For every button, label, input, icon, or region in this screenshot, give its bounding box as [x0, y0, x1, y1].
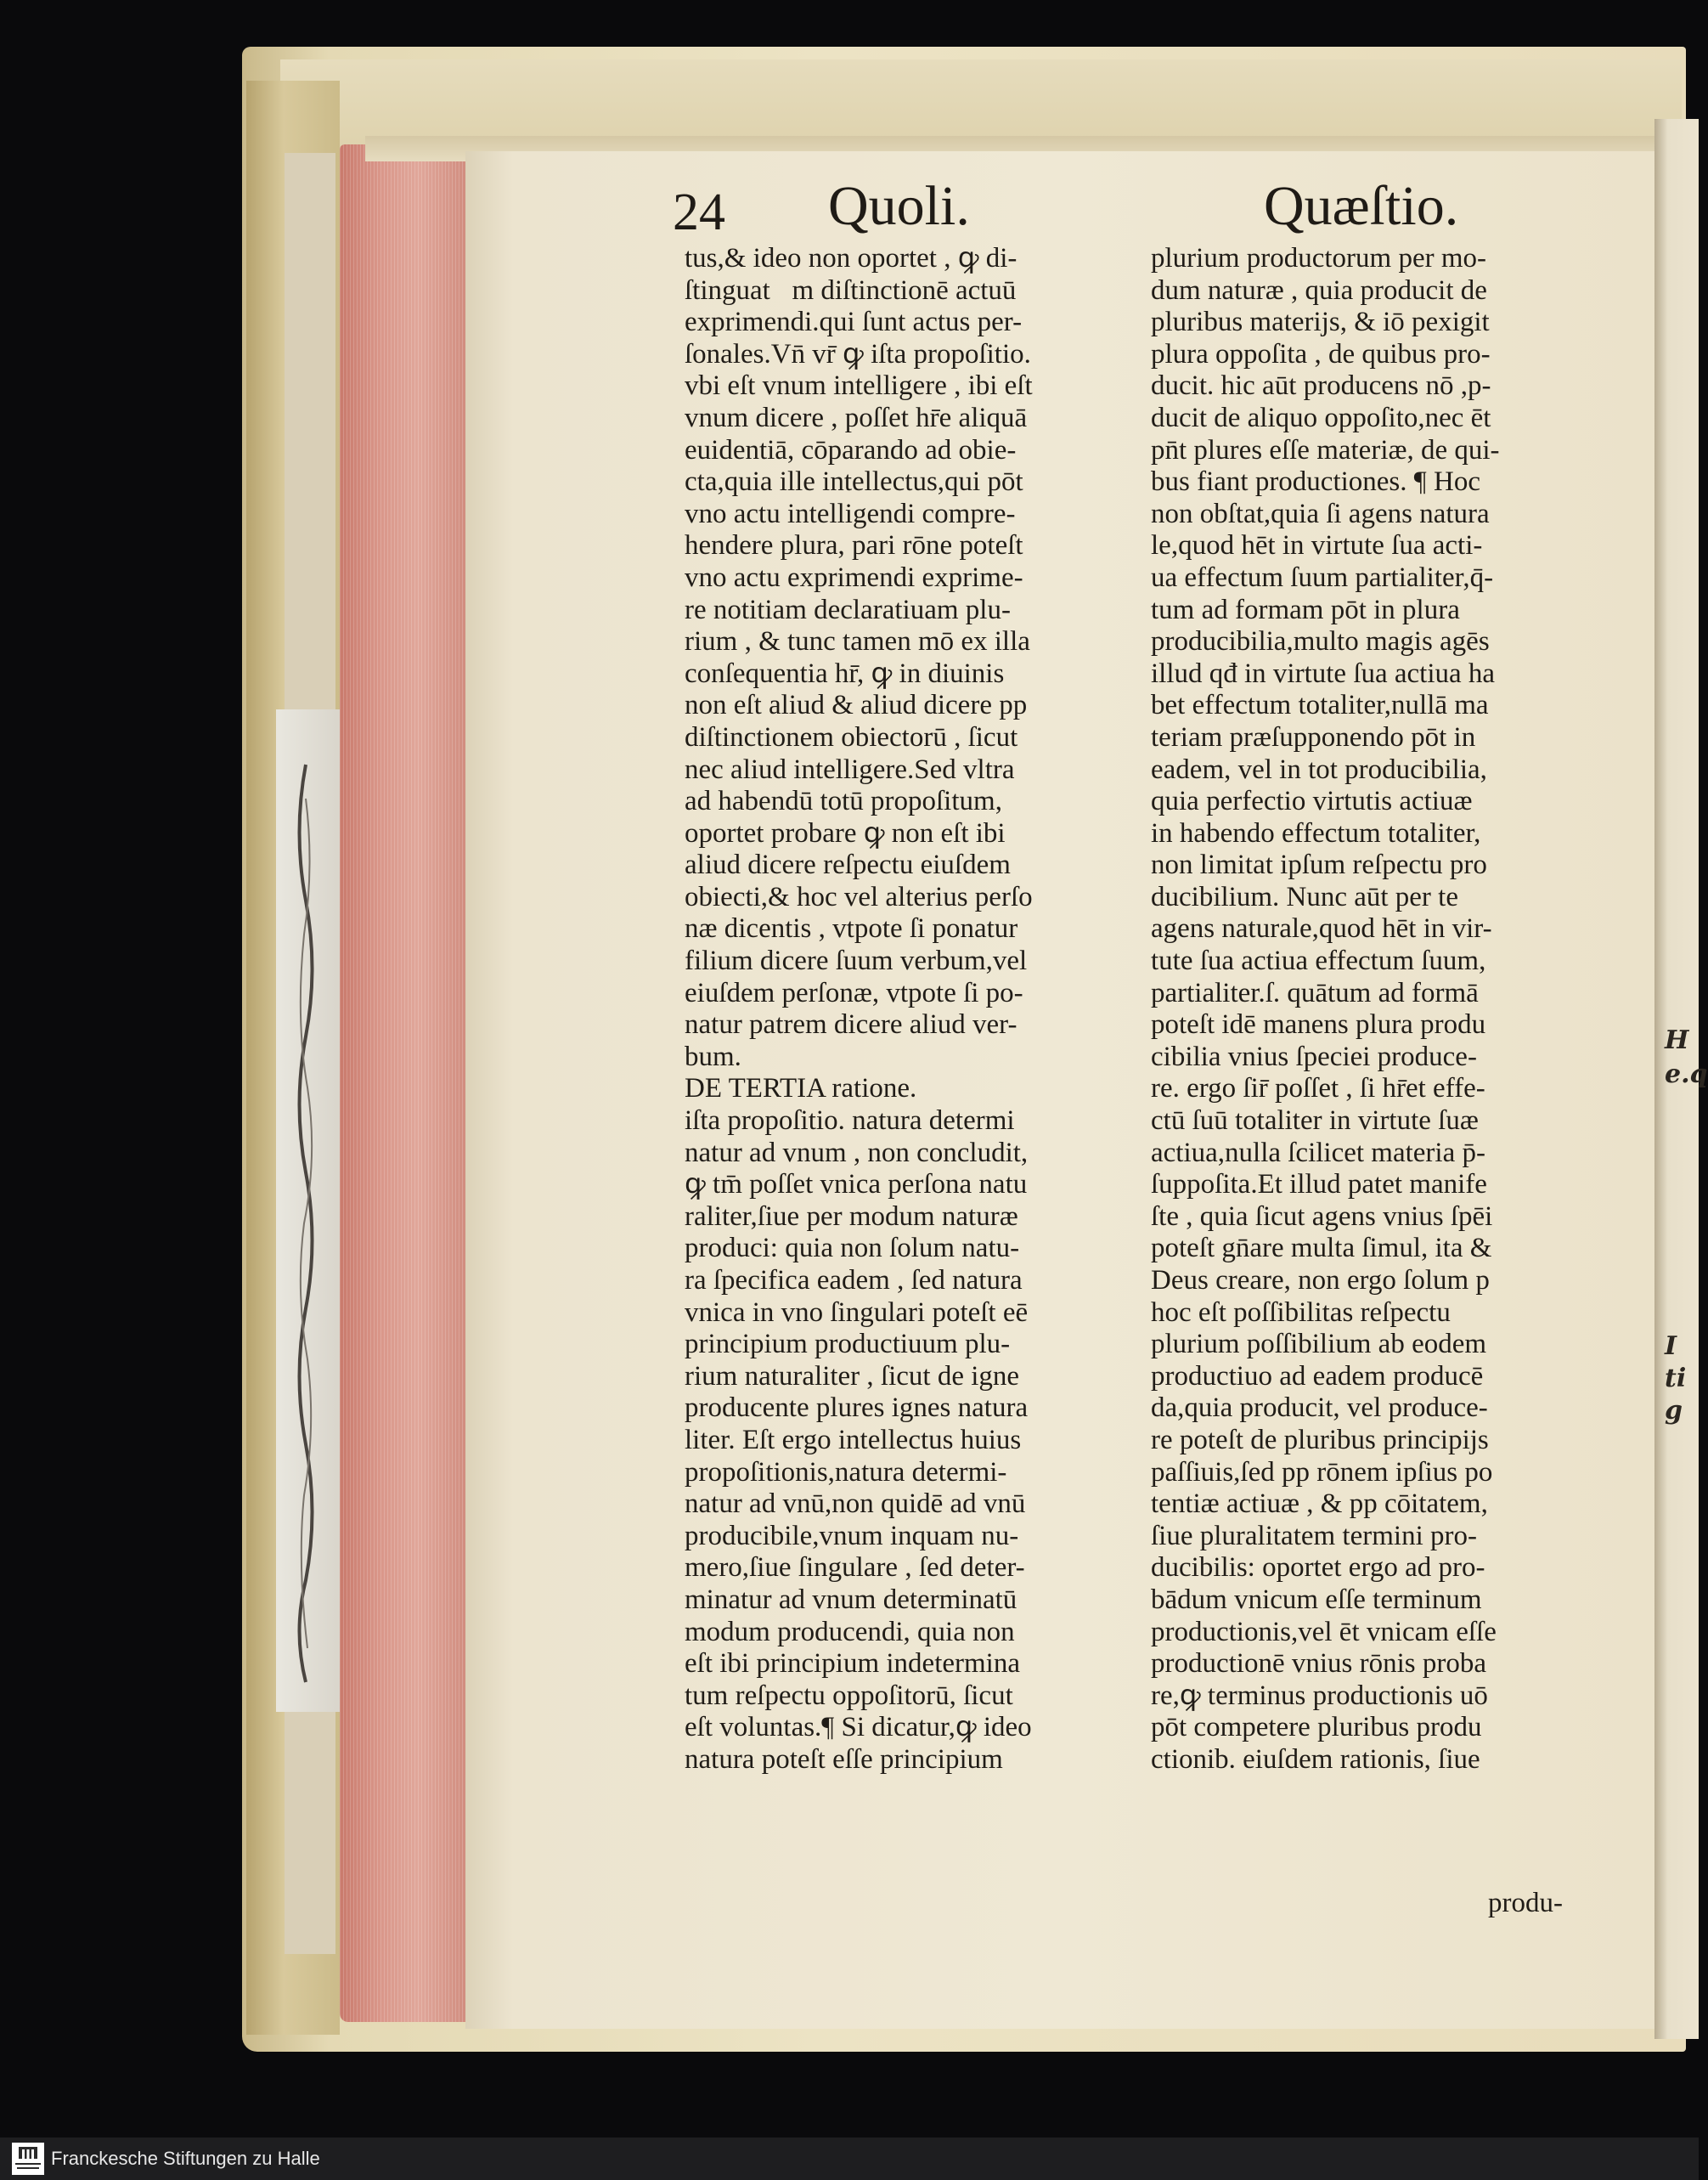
- text-line: vnica in vno ſingulari poteſt eē: [685, 1296, 1029, 1328]
- text-line: da,quia producit, vel produce-: [1151, 1392, 1488, 1424]
- decorative-ornament-icon: [289, 765, 323, 1682]
- text-line: eadem, vel in tot producibilia,: [1151, 754, 1487, 785]
- text-line: ſonales.Vn̄ vr̄ ꝙ iſta propoſitio.: [685, 338, 1031, 370]
- text-line: non eſt aliud & aliud dicere pp: [685, 690, 1028, 721]
- text-line: le,quod hēt in virtute ſua acti-: [1151, 530, 1483, 562]
- text-line: ua effectum ſuum partialiter,q̄-: [1151, 562, 1494, 593]
- text-line: in habendo effectum totaliter,: [1151, 817, 1481, 849]
- text-line: DE TERTIA ratione.: [685, 1073, 917, 1104]
- text-line: pn̄t plures eſſe materiæ, de qui-: [1151, 434, 1500, 466]
- text-line: ſtinguatᷣm diſtinctionē actuū: [685, 274, 1017, 306]
- running-head-right: Quæſtio.: [1264, 175, 1459, 237]
- text-line: ducibilium. Nunc aūt per te: [1151, 881, 1458, 912]
- text-line: non limitat ipſum reſpectu pro: [1151, 850, 1487, 881]
- text-line: teriam præſupponendo pōt in: [1151, 721, 1476, 753]
- text-line: natura poteſt eſſe principium: [685, 1743, 1003, 1775]
- text-line: ad habendū totū propoſitum,: [685, 786, 1002, 817]
- text-line: natur patrem dicere aliud ver-: [685, 1009, 1017, 1041]
- text-line: conſequentia hr̄, ꝙ in diuinis: [685, 658, 1005, 689]
- text-line: ducit de aliquo oppoſito,nec ēt: [1151, 402, 1491, 433]
- text-line: exprimendi.qui ſunt actus per-: [685, 307, 1023, 338]
- text-line: ctū ſuū totaliter in virtute ſuæ: [1151, 1105, 1479, 1137]
- text-line: diſtinctionem obiectorū , ſicut: [685, 721, 1018, 753]
- page-number: 24: [673, 184, 725, 241]
- text-line: euidentiā, cōparando ad obie-: [685, 434, 1017, 466]
- text-line: tus,& ideo non oportet , ꝙ di-: [685, 243, 1017, 274]
- text-line: principium productiuum plu-: [685, 1329, 1011, 1360]
- institution-name: Franckesche Stiftungen zu Halle: [51, 2148, 320, 2169]
- text-line: nec aliud intelligere.Sed vltra: [685, 754, 1015, 785]
- text-line: actiua,nulla ſcilicet materia p̄-: [1151, 1137, 1485, 1168]
- next-page-fragment: e.q: [1665, 1059, 1708, 1089]
- text-line: cibilia vnius ſpeciei produce-: [1151, 1041, 1477, 1072]
- left-text-column: [685, 243, 1135, 1776]
- text-line: rium naturaliter , ſicut de igne: [685, 1360, 1020, 1392]
- text-line: ꝙ tm̄ poſſet vnica perſona natu: [685, 1169, 1028, 1200]
- text-line: Deus creare, non ergo ſolum p: [1151, 1265, 1490, 1296]
- text-line: vbi eſt vnum intelligere , ibi eſt: [685, 370, 1033, 402]
- text-line: aliud dicere reſpectu eiuſdem: [685, 850, 1011, 881]
- text-line: natur ad vnum , non concludit,: [685, 1137, 1029, 1168]
- text-line: productionis,vel ēt vnicam eſſe: [1151, 1616, 1497, 1647]
- text-line: vno actu exprimendi exprime-: [685, 562, 1023, 593]
- text-line: ctionib. eiuſdem rationis, ſiue: [1151, 1743, 1480, 1775]
- text-line: ſuppoſita.Et illud patet manife: [1151, 1169, 1487, 1200]
- text-line: rium , & tunc tamen mō ex illa: [685, 626, 1030, 658]
- franckesche-stiftungen-logo-icon: [12, 2143, 44, 2175]
- text-line: tum ad formam pōt in plura: [1151, 594, 1460, 625]
- text-line: tute ſua actiua effectum ſuum,: [1151, 946, 1486, 977]
- text-line: mero,ſiue ſingulare , ſed deter-: [685, 1552, 1025, 1584]
- text-line: tum reſpectu oppoſitorū, ſicut: [685, 1680, 1013, 1711]
- text-line: bus fiant productiones. ¶ Hoc: [1151, 466, 1480, 498]
- text-line: bum.: [685, 1041, 741, 1072]
- next-page-fragment: H: [1665, 1025, 1689, 1055]
- text-line: minatur ad vnum determinatū: [685, 1584, 1017, 1615]
- text-line: ducit. hic aūt producens nō ,p-: [1151, 370, 1491, 402]
- right-text-column: [1151, 243, 1609, 1776]
- text-line: non obſtat,quia ſi agens natura: [1151, 498, 1490, 529]
- text-line: produci: quia non ſolum natu-: [685, 1233, 1020, 1264]
- text-line: ſte , quia ſicut agens vnius ſpēi: [1151, 1200, 1493, 1232]
- text-line: re,ꝙ terminus productionis uō: [1151, 1680, 1488, 1711]
- text-line: plurium productorum per mo-: [1151, 243, 1487, 274]
- text-line: partialiter.ſ. quātum ad formā: [1151, 977, 1479, 1008]
- text-line: pluribus materijs, & iō pexigit: [1151, 307, 1490, 338]
- text-line: illud qđ in virtute ſua actiua ha: [1151, 658, 1496, 689]
- text-line: productiuo ad eadem producē: [1151, 1360, 1484, 1392]
- next-page-fragment: ti: [1665, 1364, 1687, 1393]
- text-line: cta,quia ille intellectus,qui pōt: [685, 466, 1023, 498]
- text-line: agens naturale,quod hēt in vir-: [1151, 913, 1492, 945]
- text-line: paſſiuis,ſed pp rōnem ipſius po: [1151, 1456, 1493, 1488]
- text-line: hendere plura, pari rōne poteſt: [685, 530, 1023, 562]
- text-line: eſt ibi principium indetermina: [685, 1648, 1020, 1680]
- text-line: tentiæ actiuæ , & pp cōitatem,: [1151, 1488, 1488, 1520]
- text-line: re notitiam declaratiuam plu-: [685, 594, 1011, 625]
- text-line: ducibilis: oportet ergo ad pro-: [1151, 1552, 1485, 1584]
- text-line: iſta propoſitio. natura determi: [685, 1105, 1015, 1137]
- text-line: bādum vnicum eſſe terminum: [1151, 1584, 1482, 1615]
- text-line: re. ergo ſir̄ poſſet , ſi hr̄et effe-: [1151, 1073, 1485, 1104]
- text-line: bet effectum totaliter,nullā ma: [1151, 690, 1489, 721]
- text-line: re poteſt de pluribus principijs: [1151, 1424, 1489, 1455]
- page-stack-fore-edge: [340, 144, 471, 2022]
- text-line: pōt competere pluribus produ: [1151, 1712, 1482, 1743]
- text-line: eiuſdem perſonæ, vtpote ſi po-: [685, 977, 1023, 1008]
- text-line: productionē vnius rōnis proba: [1151, 1648, 1487, 1680]
- text-line: vnum dicere , poſſet hr̄e aliquā: [685, 402, 1028, 433]
- text-line: plura oppoſita , de quibus pro-: [1151, 338, 1491, 370]
- next-page-fragment: I: [1665, 1331, 1677, 1361]
- running-head-left: Quoli.: [828, 175, 970, 237]
- text-line: producibilia,multo magis agēs: [1151, 626, 1490, 658]
- text-line: propoſitionis,natura determi-: [685, 1456, 1007, 1488]
- text-line: natur ad vnū,non quidē ad vnū: [685, 1488, 1026, 1520]
- text-line: næ dicentis , vtpote ſi ponatur: [685, 913, 1018, 945]
- text-line: hoc eſt poſſibilitas reſpectu: [1151, 1296, 1451, 1328]
- text-line: plurium poſſibilium ab eodem: [1151, 1329, 1487, 1360]
- text-line: vno actu intelligendi compre-: [685, 498, 1016, 529]
- text-line: ra ſpecifica eadem , ſed natura: [685, 1265, 1023, 1296]
- text-line: eſt voluntas.¶ Si dicatur,ꝙ ideo: [685, 1712, 1032, 1743]
- text-line: modum producendi, quia non: [685, 1616, 1015, 1647]
- footer-bar: [0, 2138, 1699, 2180]
- catchword: produ-: [1488, 1888, 1563, 1918]
- text-line: filium dicere ſuum verbum,vel: [685, 946, 1028, 977]
- next-page-fragment: g: [1665, 1396, 1683, 1426]
- text-line: liter. Eſt ergo intellectus huius: [685, 1424, 1022, 1455]
- text-line: ſiue pluralitatem termini pro-: [1151, 1520, 1477, 1551]
- text-line: quia perfectio virtutis actiuæ: [1151, 786, 1473, 817]
- text-line: poteſt idē manens plura produ: [1151, 1009, 1486, 1041]
- text-line: oportet probare ꝙ non eſt ibi: [685, 817, 1006, 849]
- text-line: producibile,vnum inquam nu-: [685, 1520, 1019, 1551]
- text-line: raliter,ſiue per modum naturæ: [685, 1200, 1018, 1232]
- text-line: dum naturæ , quia producit de: [1151, 274, 1487, 306]
- text-line: obiecti,& hoc vel alterius perſo: [685, 881, 1033, 912]
- text-line: poteſt gn̄are multa ſimul, ita &: [1151, 1233, 1492, 1264]
- text-line: producente plures ignes natura: [685, 1392, 1029, 1424]
